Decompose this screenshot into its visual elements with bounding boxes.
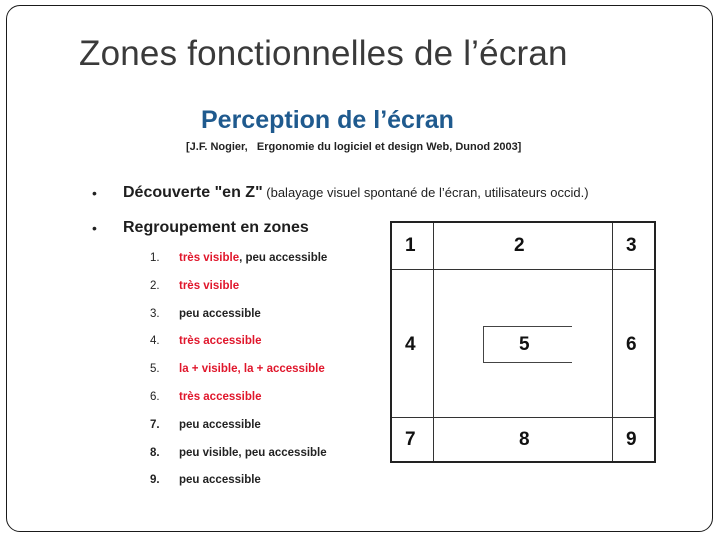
zone-number: 7 [405,429,416,450]
zone-list-number: 4. [150,335,160,348]
zone-list-item [150,474,327,502]
grid-divider [612,223,613,461]
zone-list-item [150,335,327,363]
bullet-label: Regroupement en zones [123,219,309,236]
bullet-zone-grouping [123,219,309,237]
zone-description [179,252,327,280]
zone-description [179,280,239,308]
zone-description-part: peu accessible [179,474,261,487]
zone-list-number: 5. [150,363,160,376]
zone-description-part: peu accessible [179,418,261,431]
zone-description [179,391,261,419]
zone-list-number: 6. [150,390,160,403]
zone-description [179,363,325,391]
zone-list-item [150,280,327,308]
zone-description [179,419,261,447]
zone-list-number: 1. [150,252,160,264]
zone-list-item [150,391,327,419]
zone-description [179,335,261,363]
zone-list-number: 8. [150,446,160,459]
zone-number: 9 [626,429,637,450]
grid-divider [433,223,434,461]
zone-number: 5 [519,334,530,355]
zone-list-number: 7. [150,418,160,431]
zone-description [179,474,261,502]
zone-number: 4 [405,334,416,355]
zone-list-item [150,447,327,475]
zone-list-number: 3. [150,307,160,320]
citation: [J.F. Nogier, Ergonomie du logiciel et design Web, Dunod 2003] [186,141,522,153]
bullet-discovery-z [123,184,589,202]
grid-divider [392,417,654,418]
bullet-dot: • [92,220,97,236]
slide-title: Zones fonctionnelles de l’écran [79,34,568,73]
zone-number: 2 [514,235,525,256]
zone-description [179,308,261,336]
zone-description-part: très accessible [179,390,262,403]
bullet-label: Découverte "en Z" [123,184,263,201]
zone-description [179,447,327,475]
zone-description-part: peu visible, peu accessible [179,446,327,459]
zone-description-part: la + visible, la + accessible [179,363,325,376]
zone-list [150,252,327,502]
screen-zone-grid [390,221,656,463]
grid-divider [392,269,654,270]
zone-list-item [150,252,327,280]
zone-number: 6 [626,334,637,355]
zone-list-item [150,419,327,447]
zone-list-item [150,308,327,336]
bullet-note: (balayage visuel spontané de l’écran, utilisateurs occid.) [262,185,589,200]
zone-description-part: peu accessible [179,307,261,320]
zone-description-part: très accessible [179,335,262,348]
zone-description-part: , peu accessible [239,252,328,264]
zone-number: 3 [626,235,637,256]
zone-list-number: 2. [150,279,160,292]
zone-description-part: très visible [179,252,240,264]
bullet-dot: • [92,185,97,201]
zone-number: 1 [405,235,416,256]
zone-list-number: 9. [150,474,160,487]
zone-list-item [150,363,327,391]
section-heading: Perception de l’écran [201,106,454,134]
zone-description-part: très visible [179,279,240,292]
zone-number: 8 [519,429,530,450]
